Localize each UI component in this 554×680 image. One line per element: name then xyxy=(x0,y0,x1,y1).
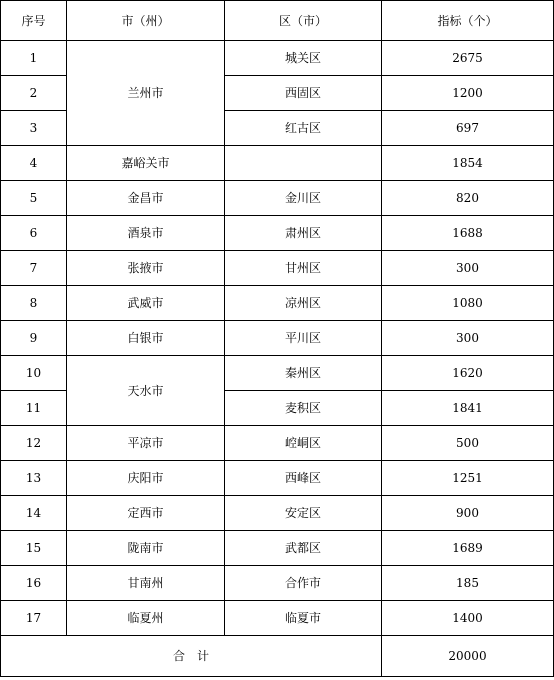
table-row xyxy=(1,41,554,76)
table-row xyxy=(1,566,554,601)
cell-quota: 697 xyxy=(382,111,554,146)
cell-serial: 17 xyxy=(1,601,67,636)
cell-district: 平川区 xyxy=(225,321,382,356)
cell-serial: 4 xyxy=(1,146,67,181)
table-row xyxy=(1,356,554,391)
table-header-row xyxy=(1,1,554,41)
table-row xyxy=(1,601,554,636)
cell-city: 酒泉市 xyxy=(67,216,225,251)
cell-city: 白银市 xyxy=(67,321,225,356)
cell-quota: 900 xyxy=(382,496,554,531)
cell-city: 甘南州 xyxy=(67,566,225,601)
cell-quota: 1620 xyxy=(382,356,554,391)
cell-city: 武威市 xyxy=(67,286,225,321)
cell-district: 合作市 xyxy=(225,566,382,601)
cell-serial: 16 xyxy=(1,566,67,601)
cell-district: 武都区 xyxy=(225,531,382,566)
cell-serial: 8 xyxy=(1,286,67,321)
cell-serial: 9 xyxy=(1,321,67,356)
cell-district: 麦积区 xyxy=(225,391,382,426)
header-serial: 序号 xyxy=(1,1,67,41)
cell-city: 天水市 xyxy=(67,356,225,426)
total-label: 合 计 xyxy=(1,636,382,677)
table-row xyxy=(1,181,554,216)
cell-district: 临夏市 xyxy=(225,601,382,636)
total-row xyxy=(1,636,554,677)
cell-quota: 1080 xyxy=(382,286,554,321)
table-row xyxy=(1,496,554,531)
cell-serial: 1 xyxy=(1,41,67,76)
header-district: 区（市） xyxy=(225,1,382,41)
table-row xyxy=(1,216,554,251)
cell-serial: 6 xyxy=(1,216,67,251)
cell-district: 安定区 xyxy=(225,496,382,531)
cell-serial: 12 xyxy=(1,426,67,461)
cell-serial: 15 xyxy=(1,531,67,566)
table-row xyxy=(1,531,554,566)
cell-quota: 185 xyxy=(382,566,554,601)
cell-city: 金昌市 xyxy=(67,181,225,216)
cell-district: 崆峒区 xyxy=(225,426,382,461)
cell-district xyxy=(225,146,382,181)
cell-city: 陇南市 xyxy=(67,531,225,566)
cell-quota: 500 xyxy=(382,426,554,461)
cell-district: 凉州区 xyxy=(225,286,382,321)
header-city: 市（州） xyxy=(67,1,225,41)
cell-quota: 820 xyxy=(382,181,554,216)
cell-district: 西峰区 xyxy=(225,461,382,496)
cell-city: 定西市 xyxy=(67,496,225,531)
cell-quota: 300 xyxy=(382,321,554,356)
cell-quota: 1689 xyxy=(382,531,554,566)
cell-serial: 7 xyxy=(1,251,67,286)
cell-quota: 1854 xyxy=(382,146,554,181)
header-quota: 指标（个） xyxy=(382,1,554,41)
cell-city: 临夏州 xyxy=(67,601,225,636)
cell-quota: 1400 xyxy=(382,601,554,636)
table-row xyxy=(1,286,554,321)
cell-quota: 1841 xyxy=(382,391,554,426)
table-row xyxy=(1,251,554,286)
cell-quota: 1688 xyxy=(382,216,554,251)
cell-district: 秦州区 xyxy=(225,356,382,391)
cell-serial: 14 xyxy=(1,496,67,531)
cell-district: 甘州区 xyxy=(225,251,382,286)
cell-serial: 5 xyxy=(1,181,67,216)
cell-quota: 1251 xyxy=(382,461,554,496)
total-quota: 20000 xyxy=(382,636,554,677)
cell-city: 兰州市 xyxy=(67,41,225,146)
cell-district: 西固区 xyxy=(225,76,382,111)
table-row xyxy=(1,426,554,461)
cell-city: 嘉峪关市 xyxy=(67,146,225,181)
cell-serial: 2 xyxy=(1,76,67,111)
cell-city: 庆阳市 xyxy=(67,461,225,496)
cell-serial: 11 xyxy=(1,391,67,426)
cell-district: 城关区 xyxy=(225,41,382,76)
cell-serial: 10 xyxy=(1,356,67,391)
cell-district: 金川区 xyxy=(225,181,382,216)
cell-district: 肃州区 xyxy=(225,216,382,251)
cell-quota: 300 xyxy=(382,251,554,286)
cell-quota: 1200 xyxy=(382,76,554,111)
table-row xyxy=(1,321,554,356)
cell-city: 平凉市 xyxy=(67,426,225,461)
cell-quota: 2675 xyxy=(382,41,554,76)
table-row xyxy=(1,146,554,181)
cell-serial: 13 xyxy=(1,461,67,496)
cell-city: 张掖市 xyxy=(67,251,225,286)
cell-district: 红古区 xyxy=(225,111,382,146)
table-row xyxy=(1,461,554,496)
cell-serial: 3 xyxy=(1,111,67,146)
